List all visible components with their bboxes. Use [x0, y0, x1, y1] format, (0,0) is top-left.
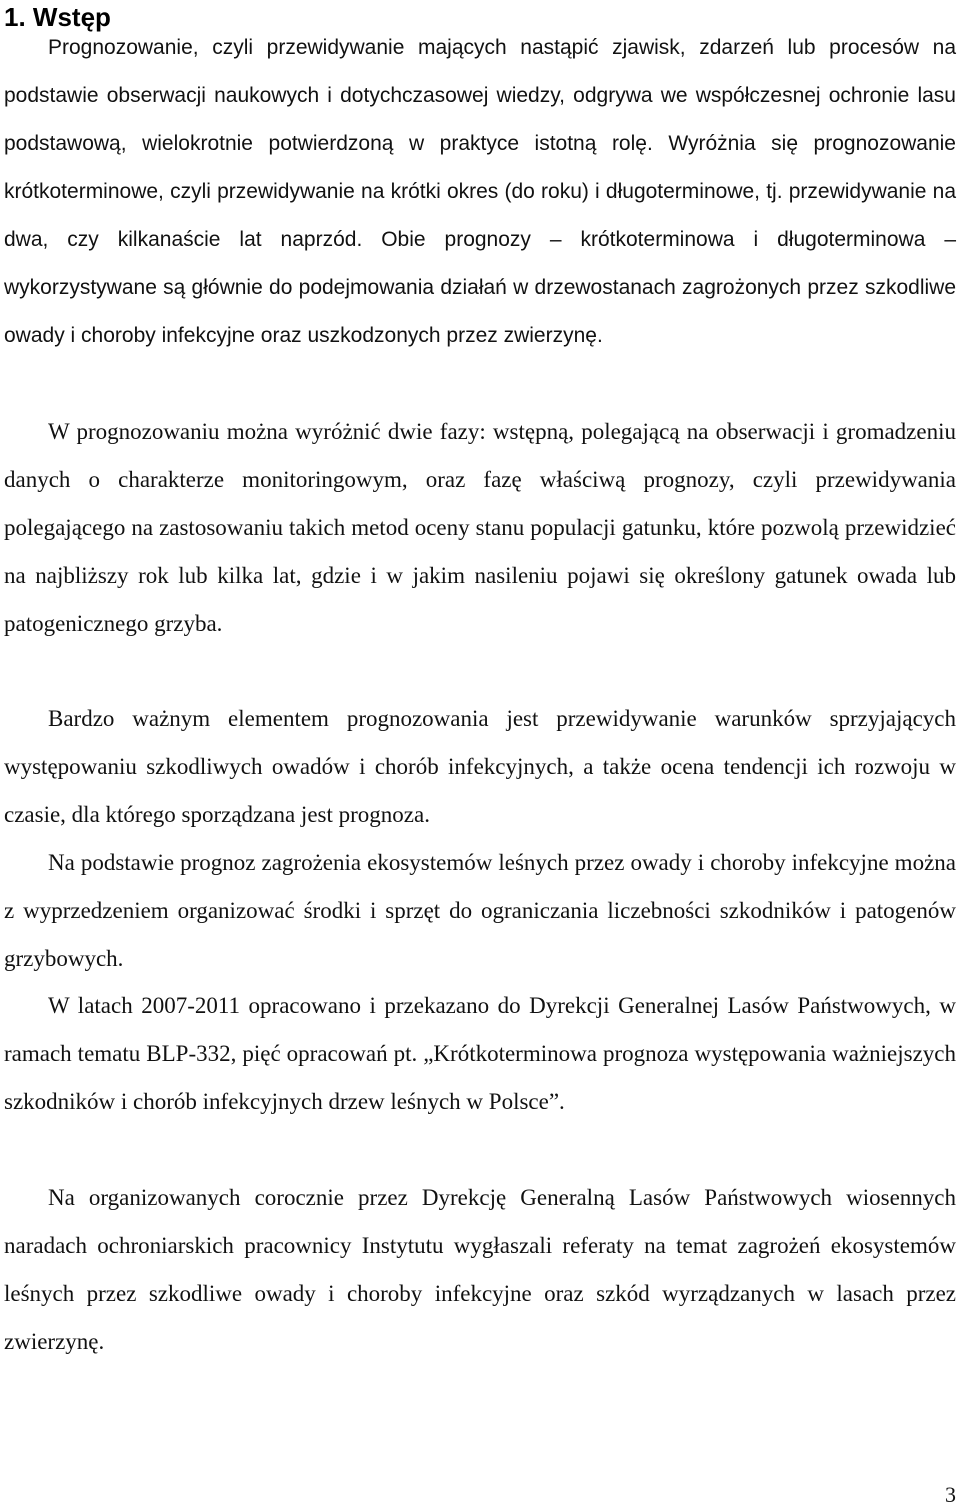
- paragraph-meetings: Na organizowanych corocznie przez Dyrekcję Generalną Lasów Państwowych wiosennych naradach ochroniarskich pracownicy Instytutu wygłaszali referaty na temat zagrożeń ekosystemów leśnych przez szkodliwe owady i choroby infekcyjne oraz szkód wyrządzanych w lasach przez zwierzynę.: [4, 1185, 956, 1354]
- paragraph-intro: Prognozowanie, czyli przewidywanie mających nastąpić zjawisk, zdarzeń lub procesów na podstawie obserwacji naukowych i dotychczasowej wiedzy, odgrywa we współczesnej ochronie lasu podstawową, wielokrotnie potwierdzoną w praktyce istotną rolę. Wyróżnia się prognozowanie krótkoterminowe, czyli przewidywanie na krótki okres (do roku) i długoterminowe, tj. przewidywanie na dwa, czy kilkanaście lat naprzód. Obie prognozy – krótkoterminowa i długoterminowa – wykorzystywane są głównie do podejmowania działań w drzewostanach zagrożonych przez szkodliwe owady i choroby infekcyjne oraz uszkodzonych przez zwierzynę.: [4, 36, 956, 347]
- section-heading: 1. Wstęp: [4, 2, 111, 32]
- paragraph-conditions: Bardzo ważnym elementem prognozowania jest przewidywanie warunków sprzyjających występowaniu szkodliwych owadów i chorób infekcyjnych, a także ocena tendencji ich rozwoju w czasie, dla którego sporządzana jest prognoza.: [4, 706, 956, 827]
- paragraph-threat-forecasts: Na podstawie prognoz zagrożenia ekosystemów leśnych przez owady i choroby infekcyjne można z wyprzedzeniem organizować środki i sprzęt do ograniczania liczebności szkodników i patogenów grzybowych.: [4, 850, 956, 971]
- paragraph-reports: W latach 2007-2011 opracowano i przekazano do Dyrekcji Generalnej Lasów Państwowych, w ramach tematu BLP-332, pięć opracowań pt. „Krótkoterminowa prognoza występowania ważniejszych szkodników i chorób infekcyjnych drzew leśnych w Polsce”.: [4, 993, 956, 1114]
- page-number: 3: [945, 1482, 956, 1507]
- paragraph-phases: W prognozowaniu można wyróżnić dwie fazy: wstępną, polegającą na obserwacji i gromadzeniu danych o charakterze monitoringowym, oraz fazę właściwą prognozy, czyli przewidywania polegającego na zastosowaniu takich metod oceny stanu populacji gatunku, które pozwolą przewidzieć na najbliższy rok lub kilka lat, gdzie i w jakim nasileniu pojawi się określony gatunek owada lub patogenicznego grzyba.: [4, 419, 956, 636]
